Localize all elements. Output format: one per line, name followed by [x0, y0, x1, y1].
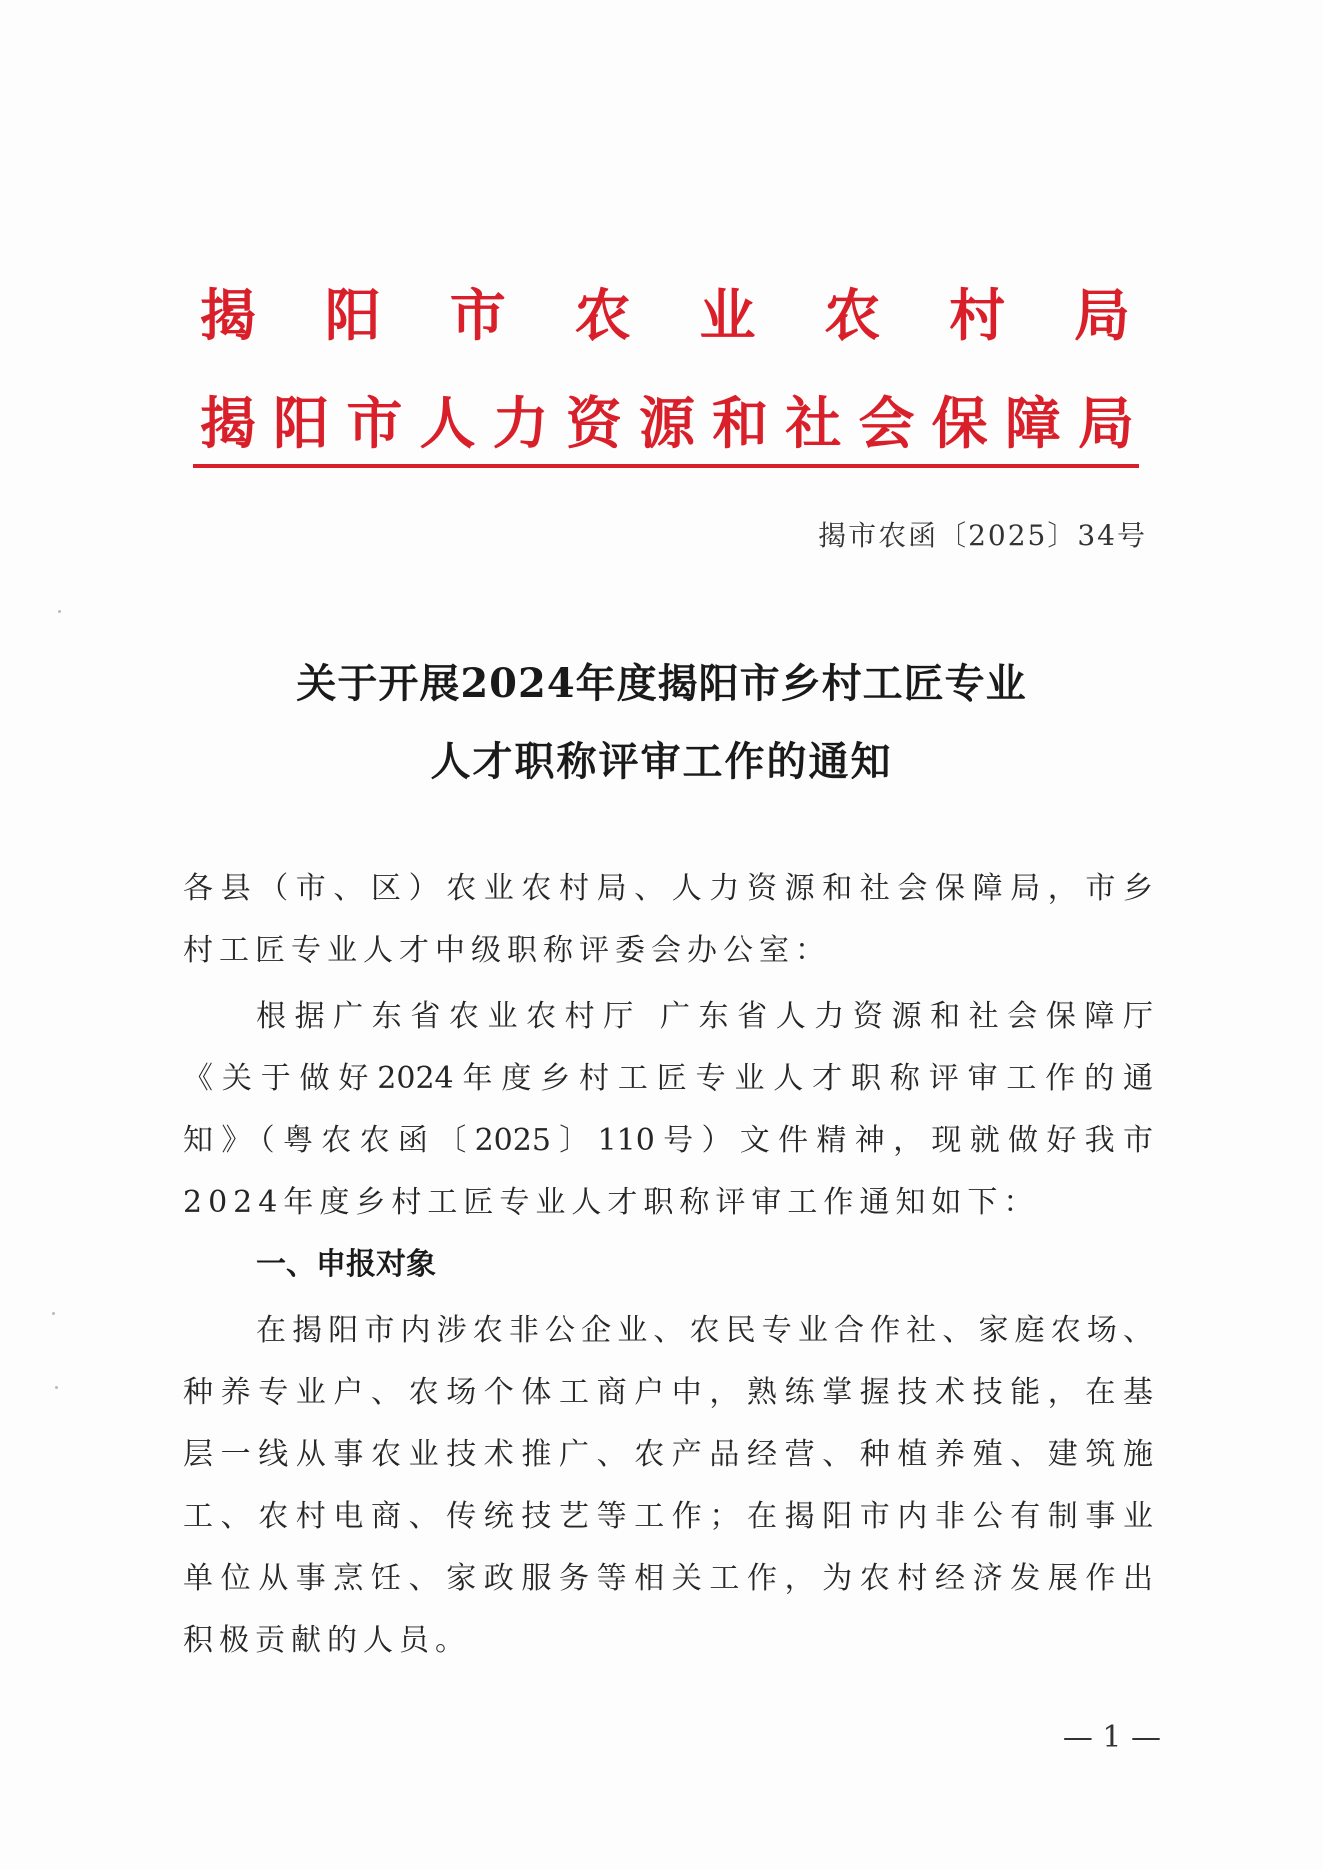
issuer-name-hrss: 揭阳市人力资源和社会保障局 — [200, 392, 1134, 457]
section-paragraph-line: 工、农村电商、传统技艺等工作；在揭阳市内非公有制事业 — [183, 1499, 1153, 1534]
section-paragraph-line: 在揭阳市内涉农非公企业、农民专业合作社、家庭农场、 — [256, 1313, 1153, 1348]
document-title-line-2: 人才职称评审工作的通知 — [430, 738, 893, 785]
section-paragraph-line: 种养专业户、农场个体工商户中，熟练掌握技术技能，在基 — [183, 1375, 1153, 1410]
scan-speck — [58, 610, 61, 613]
red-header-rule — [193, 464, 1139, 468]
scan-speck — [52, 1312, 55, 1315]
document-title-line-1: 关于开展2024年度揭阳市乡村工匠专业 — [296, 660, 1027, 707]
page-number: — 1 — — [1062, 1720, 1161, 1755]
section-paragraph-line: 层一线从事农业技术推广、农产品经营、种植养殖、建筑施 — [183, 1437, 1153, 1472]
section-heading: 一、申报对象 — [256, 1247, 436, 1282]
issuer-name-agriculture: 揭阳市农业农村局 — [200, 284, 1134, 349]
intro-paragraph-line: 根据广东省农业农村厅 广东省人力资源和社会保障厅 — [256, 999, 1153, 1034]
intro-paragraph-line: 知》（粤农农函〔2025〕110号）文件精神，现就做好我市 — [183, 1123, 1153, 1158]
section-paragraph-line: 积极贡献的人员。 — [183, 1623, 471, 1658]
intro-paragraph-line: 2024年度乡村工匠专业人才职称评审工作通知如下： — [183, 1185, 1040, 1220]
intro-paragraph-line: 《关于做好2024年度乡村工匠专业人才职称评审工作的通 — [183, 1061, 1153, 1096]
section-paragraph-line: 单位从事烹饪、家政服务等相关工作，为农村经济发展作出 — [183, 1561, 1153, 1596]
addressee-line: 村工匠专业人才中级职称评委会办公室： — [183, 933, 831, 968]
document-number: 揭市农函〔2025〕34号 — [818, 519, 1147, 552]
addressee-line: 各县（市、区）农业农村局、人力资源和社会保障局，市乡 — [183, 871, 1153, 906]
scan-speck — [55, 1386, 58, 1389]
